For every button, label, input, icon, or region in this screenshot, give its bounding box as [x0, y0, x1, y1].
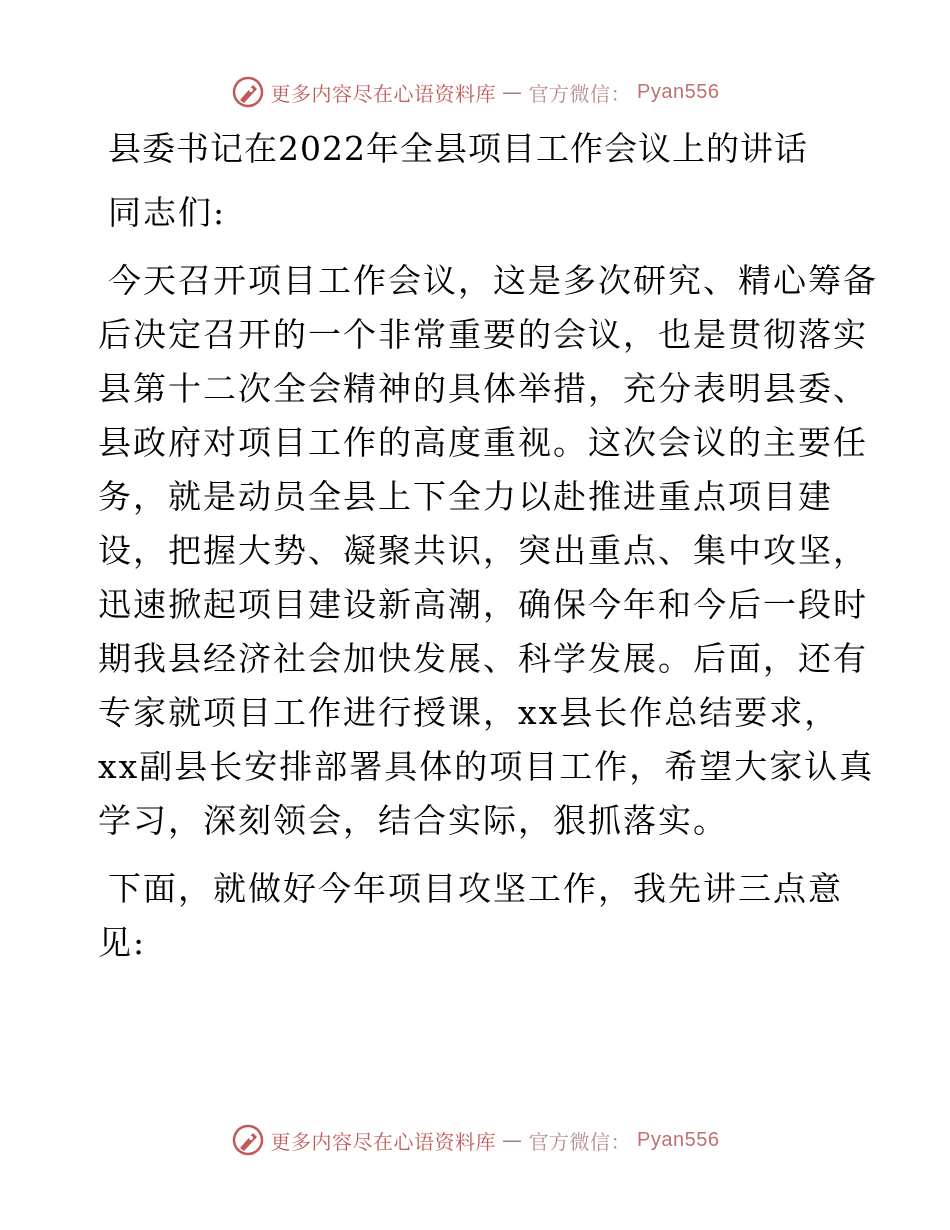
watermark-wechat-id: Pyan556 — [637, 1128, 720, 1151]
watermark-separator: — — [502, 1128, 523, 1152]
watermark-label: 官方微信： — [528, 81, 632, 106]
footer-watermark — [0, 1120, 950, 1160]
watermark-separator: — — [502, 80, 523, 104]
pen-nib-logo-icon — [231, 75, 265, 109]
document-body — [98, 124, 878, 984]
greeting: 同志们: — [108, 193, 227, 232]
watermark-text: 更多内容尽在心语资料库 — [270, 1129, 497, 1154]
paragraph-1: 今天召开项目工作会议，这是多次研究、精心筹备后决定召开的一个非常重要的会议，也是贯彻落实县第十二次全会精神的具体举措，充分表明县委、县政府对项目工作的高度重视。这次会议的主要任务，就是动员全县上下全力以赴推进重点项目建设，把握大势、凝聚共识，突出重点、集中攻坚，迅速掀起项目建设新高潮，确保今年和今后一段时期我县经济社会加快发展、科学发展。后面，还有专家就项目工作进行授课，xx县长作总结要求，xx副县长安排部署具体的项目工作，希望大家认真学习，深刻领会，结合实际，狠抓落实。 — [98, 261, 878, 840]
watermark-text: 更多内容尽在心语资料库 — [270, 81, 497, 106]
watermark-wechat-id: Pyan556 — [637, 80, 720, 103]
document-title: 县委书记在2022年全县项目工作会议上的讲话 — [108, 129, 808, 168]
paragraph-2: 下面，就做好今年项目攻坚工作，我先讲三点意见: — [98, 869, 843, 962]
pen-nib-logo-icon — [231, 1123, 265, 1157]
watermark-label: 官方微信： — [528, 1129, 632, 1154]
header-watermark — [0, 72, 950, 112]
